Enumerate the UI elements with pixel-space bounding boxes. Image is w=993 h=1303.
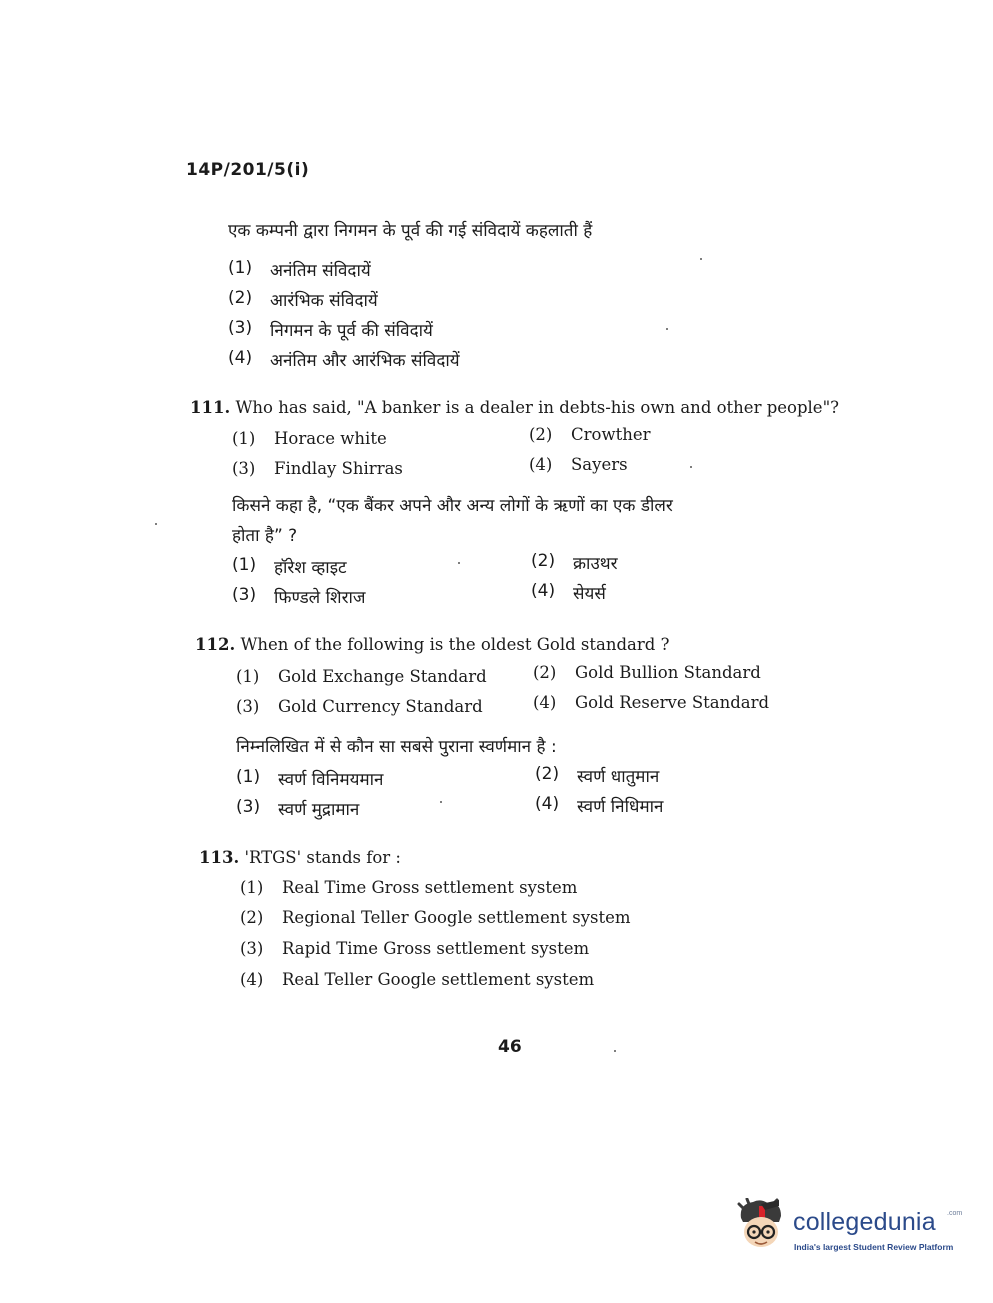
q113-option-4: (4) Real Teller Google settlement system [240, 970, 595, 989]
brand-domain-suffix: .com [947, 1210, 963, 1217]
q112-hindi-option-4: (4) स्वर्ण निधिमान [535, 794, 664, 817]
q110-hindi-question: एक कम्पनी द्वारा निगमन के पूर्व की गई संविदायें कहलाती हैं [228, 221, 593, 241]
q112-hindi-option-3: (3) स्वर्ण मुद्रामान [236, 797, 360, 820]
q110-option-2: (2) आरंभिक संविदायें [228, 288, 378, 311]
scan-speck [440, 801, 442, 803]
scan-speck [700, 258, 702, 260]
scan-speck [690, 466, 692, 468]
q113-option-2: (2) Regional Teller Google settlement system [240, 908, 631, 927]
q112-hindi-option-2: (2) स्वर्ण धातुमान [535, 764, 660, 787]
q112-question: 112. When of the following is the oldest Gold standard ? [195, 635, 670, 654]
scan-speck [666, 328, 668, 330]
q112-option-1: (1) Gold Exchange Standard [236, 667, 487, 686]
scan-speck [614, 1050, 616, 1052]
mascot-with-glasses-icon [735, 1198, 791, 1256]
q111-option-1: (1) Horace white [232, 429, 387, 448]
page-number: 46 [498, 1037, 522, 1057]
q112-option-4: (4) Gold Reserve Standard [533, 693, 770, 712]
q111-option-4: (4) Sayers [529, 455, 628, 474]
paper-code: 14P/201/5(i) [186, 160, 310, 180]
q110-option-4: (4) अनंतिम और आरंभिक संविदायें [228, 348, 460, 371]
q112-hindi-option-1: (1) स्वर्ण विनिमयमान [236, 767, 384, 790]
collegedunia-watermark [735, 1198, 965, 1258]
scan-speck [458, 562, 460, 564]
scan-speck [155, 523, 157, 525]
q111-hindi-option-3: (3) फिण्डले शिराज [232, 585, 366, 608]
q111-option-2: (2) Crowther [529, 425, 651, 444]
brand-tagline: India's largest Student Review Platform [794, 1242, 954, 1252]
q111-hindi-option-2: (2) क्राउथर [531, 551, 618, 574]
q111-hindi-option-1: (1) हॉरेश व्हाइट [232, 555, 347, 578]
q111-option-3: (3) Findlay Shirras [232, 459, 403, 478]
q112-option-2: (2) Gold Bullion Standard [533, 663, 761, 682]
q113-question: 113. 'RTGS' stands for : [199, 848, 401, 867]
q111-hindi-option-4: (4) सेयर्स [531, 581, 606, 604]
q111-hindi-question-line2: होता है” ? [232, 526, 298, 546]
q112-option-3: (3) Gold Currency Standard [236, 697, 483, 716]
q110-option-1: (1) अनंतिम संविदायें [228, 258, 371, 281]
q113-option-1: (1) Real Time Gross settlement system [240, 878, 578, 897]
q111-hindi-question-line1: किसने कहा है, “एक बैंकर अपने और अन्य लोगों के ऋणों का एक डीलर [232, 496, 673, 516]
q112-hindi-question: निम्नलिखित में से कौन सा सबसे पुराना स्वर्णमान है : [236, 737, 557, 757]
q110-option-3: (3) निगमन के पूर्व की संविदायें [228, 318, 433, 341]
brand-name: collegedunia [793, 1208, 936, 1236]
q113-option-3: (3) Rapid Time Gross settlement system [240, 939, 590, 958]
q111-question: 111. Who has said, "A banker is a dealer in debts-his own and other people"? [190, 398, 840, 417]
